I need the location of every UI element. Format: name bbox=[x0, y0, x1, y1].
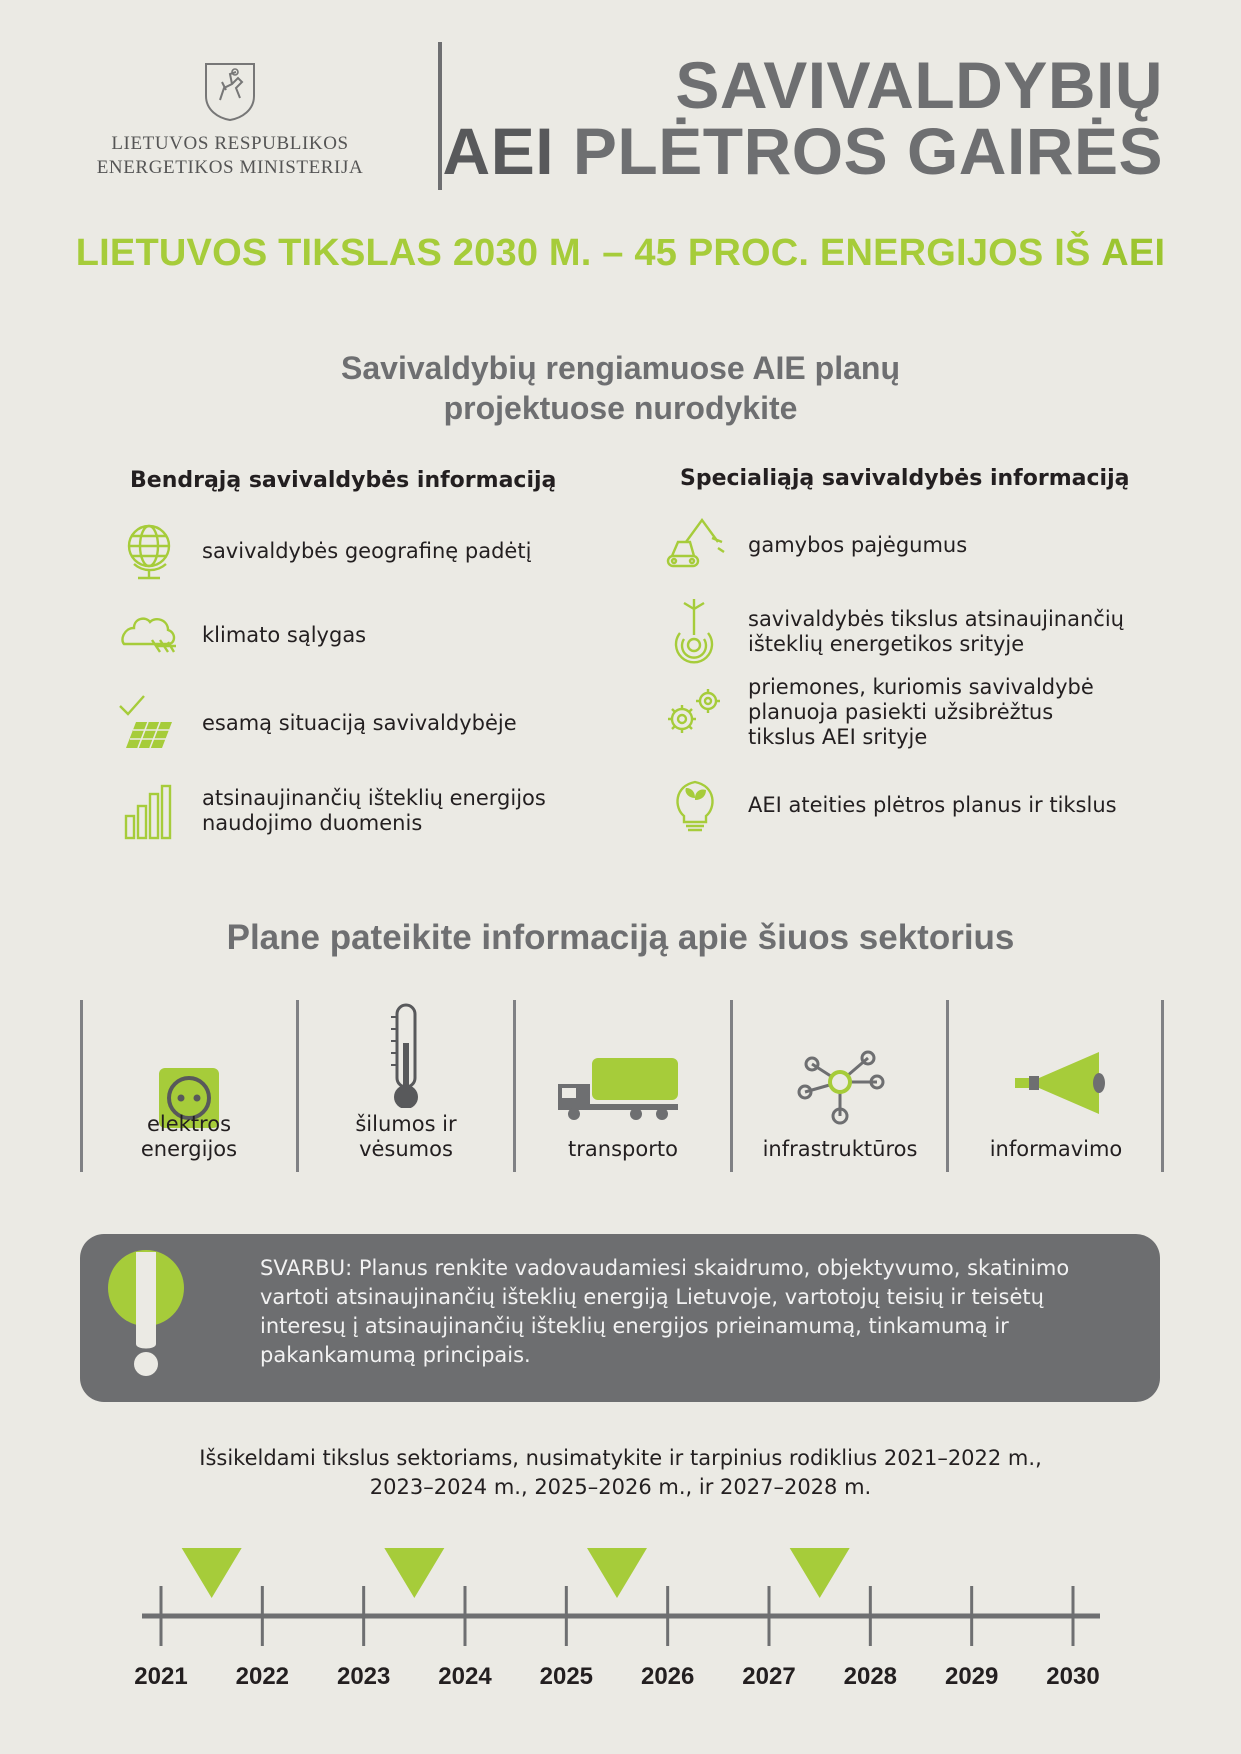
special-item-3-line1: priemones, kuriomis savivaldybė bbox=[748, 674, 1094, 699]
thermometer-icon bbox=[299, 998, 513, 1108]
list-item bbox=[116, 602, 636, 668]
sector-information bbox=[949, 1000, 1163, 1172]
bar-chart-icon bbox=[116, 778, 182, 844]
timeline-year-label: 2028 bbox=[843, 1663, 898, 1690]
list-item bbox=[662, 512, 1202, 578]
network-nodes-icon bbox=[733, 1028, 947, 1128]
lightbulb-leaf-icon bbox=[662, 772, 728, 838]
general-info-title: Bendrąją savivaldybės informaciją bbox=[130, 468, 557, 493]
weather-cloud-icon bbox=[116, 602, 182, 668]
timeline-year-label: 2030 bbox=[1046, 1663, 1100, 1690]
gears-icon bbox=[662, 679, 728, 745]
special-item-3-line3: tikslus AEI srityje bbox=[748, 724, 928, 749]
sector-label-line2: transporto bbox=[568, 1137, 678, 1161]
sectors-heading: Plane pateikite informaciją apie šiuos sektorius bbox=[226, 918, 1015, 957]
list-item bbox=[116, 518, 636, 584]
general-item-4-line2: naudojimo duomenis bbox=[202, 811, 423, 835]
targets-line1: Išsikeldami tikslus sektoriams, nusimatykite ir tarpinius rodiklius 2021–2022 m., bbox=[199, 1446, 1042, 1470]
targets-line2: 2023–2024 m., 2025–2026 m., ir 2027–2028 m. bbox=[369, 1475, 872, 1499]
title-line2-rest: PLĖTROS GAIRĖS bbox=[554, 114, 1163, 188]
special-item-2-line1: savivaldybės tikslus atsinaujinančių bbox=[748, 607, 1124, 631]
timeline-year-label: 2025 bbox=[539, 1663, 594, 1690]
sector-label-line1: elektros bbox=[146, 1112, 232, 1136]
list-item bbox=[116, 690, 636, 756]
special-info-list bbox=[662, 512, 1202, 838]
general-info-list bbox=[116, 518, 636, 844]
globe-icon bbox=[116, 518, 182, 584]
sector-label-line2: informavimo bbox=[989, 1137, 1123, 1161]
plans-heading-line2: projektuose nurodykite bbox=[443, 390, 798, 426]
ministry-name-line1: LIETUVOS RESPUBLIKOS bbox=[111, 133, 349, 154]
plans-heading-line1: Savivaldybių rengiamuose AIE planų bbox=[341, 350, 900, 386]
general-item-3: esamą situaciją savivaldybėje bbox=[202, 710, 517, 735]
list-item bbox=[662, 674, 1202, 750]
sector-transport bbox=[516, 1000, 730, 1172]
timeline-year-label: 2023 bbox=[336, 1663, 391, 1690]
targets-text bbox=[0, 1444, 1241, 1502]
special-info-heading bbox=[680, 466, 1129, 491]
wind-target-icon bbox=[662, 599, 728, 665]
special-item-3-line2: planuoja pasiekti užsibrėžtus bbox=[748, 699, 1054, 724]
general-item-2: klimato sąlygas bbox=[202, 622, 367, 647]
ministry-logo bbox=[60, 60, 400, 180]
timeline-year-label: 2029 bbox=[944, 1663, 999, 1690]
timeline-milestone-marker bbox=[790, 1548, 850, 1598]
plans-heading bbox=[0, 348, 1241, 428]
goal-banner bbox=[0, 232, 1241, 275]
timeline-chart bbox=[0, 1530, 1241, 1690]
special-item-2-line2: išteklių energetikos srityje bbox=[748, 632, 1025, 656]
exclamation-icon bbox=[106, 1248, 186, 1384]
list-item bbox=[116, 778, 636, 844]
header-divider bbox=[438, 42, 442, 190]
goal-text: LIETUVOS TIKSLAS 2030 M. – 45 PROC. ENERGIJOS IŠ bbox=[75, 232, 1102, 274]
megaphone-icon bbox=[949, 1028, 1163, 1128]
coat-of-arms-icon bbox=[202, 60, 258, 122]
special-item-4: AEI ateities plėtros planus ir tikslus bbox=[748, 792, 1117, 817]
timeline-milestone-marker bbox=[182, 1548, 242, 1598]
general-info-heading bbox=[130, 468, 556, 493]
solar-panel-check-icon bbox=[116, 690, 182, 756]
list-item bbox=[662, 596, 1202, 668]
special-info-title: Specialiąją savivaldybės informaciją bbox=[680, 466, 1130, 491]
important-notice bbox=[80, 1234, 1160, 1402]
sector-label-line2: infrastruktūros bbox=[762, 1137, 918, 1161]
timeline-milestone-marker bbox=[587, 1548, 647, 1598]
timeline-milestone-marker bbox=[384, 1548, 444, 1598]
sector-label-line1: šilumos ir bbox=[355, 1112, 457, 1136]
title-aei: AEI bbox=[442, 114, 555, 188]
timeline-year-label: 2026 bbox=[640, 1663, 695, 1690]
title-line1: SAVIVALDYBIŲ bbox=[675, 48, 1163, 122]
timeline-year-label: 2027 bbox=[742, 1663, 796, 1690]
title-line2 bbox=[442, 114, 1163, 188]
sector-infrastructure bbox=[733, 1000, 947, 1172]
timeline-year-label: 2024 bbox=[438, 1663, 492, 1690]
excavator-icon bbox=[662, 512, 728, 578]
special-item-1: gamybos pajėgumus bbox=[748, 532, 968, 557]
sector-label-line2: vėsumos bbox=[359, 1137, 453, 1161]
sector-electricity bbox=[82, 1000, 296, 1172]
truck-icon bbox=[516, 1028, 730, 1128]
notice-text: SVARBU: Planus renkite vadovaudamiesi skaidrumo, objektyvumo, skatinimo vartoti atsinaujinančių išteklių energiją Lietuvoje, vartotojų teisių ir teisėtų interesų į atsinaujinančių išteklių energijos prieinamumą, tinkamumą ir pakankamumą principais. bbox=[260, 1256, 1070, 1367]
ministry-name-line2: ENERGETIKOS MINISTERIJA bbox=[96, 157, 364, 178]
goal-emph: AEI bbox=[1101, 232, 1166, 274]
general-item-1: savivaldybės geografinę padėtį bbox=[202, 538, 532, 563]
list-item bbox=[662, 772, 1202, 838]
timeline-year-label: 2021 bbox=[134, 1663, 188, 1690]
general-item-4-line1: atsinaujinančių išteklių energijos bbox=[202, 786, 546, 810]
timeline-year-label: 2022 bbox=[235, 1663, 290, 1690]
sectors-row bbox=[80, 1000, 1164, 1172]
sector-label-line2: energijos bbox=[140, 1137, 238, 1161]
sector-heating bbox=[299, 1000, 513, 1172]
page-title bbox=[442, 48, 1163, 188]
